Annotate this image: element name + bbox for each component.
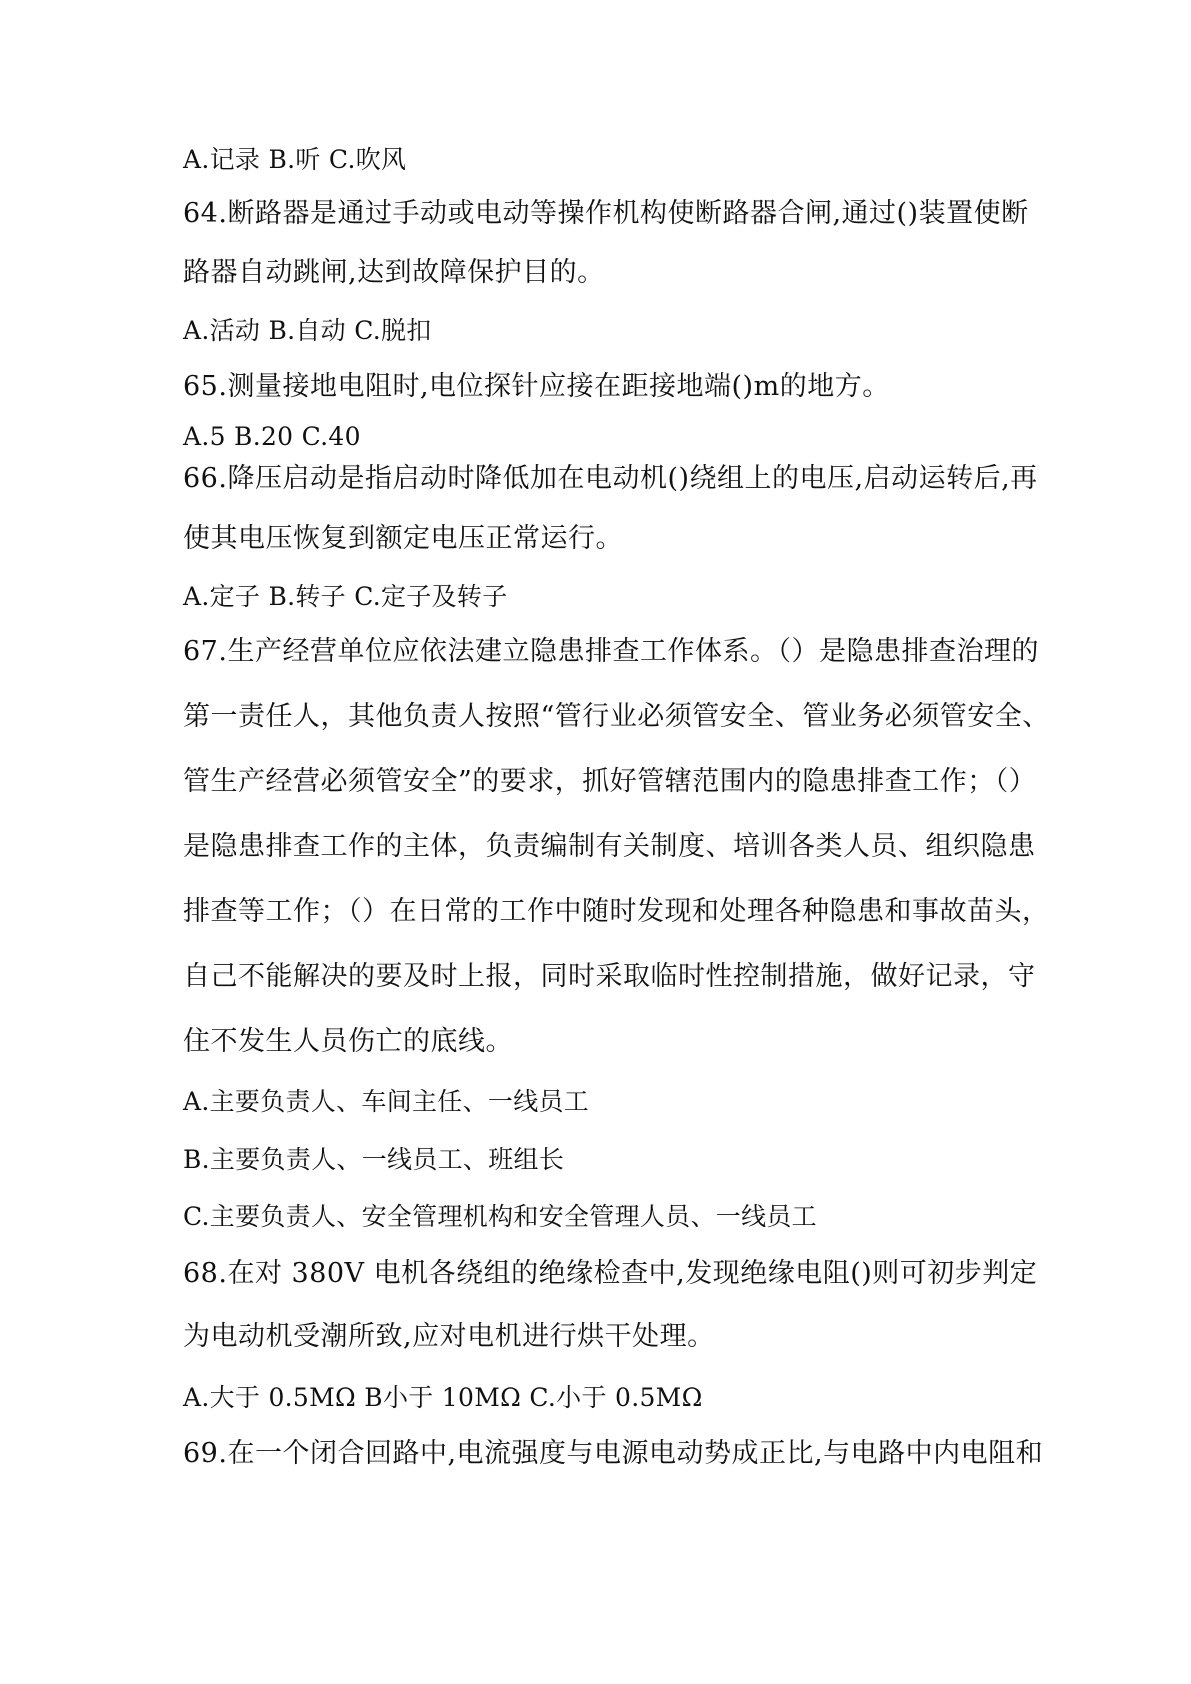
q67-option-a: A.主要负责人、车间主任、一线员工 — [183, 1087, 590, 1116]
q65-text: 65.测量接地电阻时,电位探针应接在距接地端()m的地方。 — [183, 371, 890, 402]
q67-text-line-5: 排查等工作；（）在日常的工作中随时发现和处理各种隐患和事故苗头， — [183, 896, 1050, 927]
q67-option-c: C.主要负责人、安全管理机构和安全管理人员、一线员工 — [183, 1202, 817, 1231]
q68-text-line-2: 为电动机受潮所致,应对电机进行烘干处理。 — [183, 1321, 715, 1352]
q66-text-line-2: 使其电压恢复到额定电压正常运行。 — [183, 523, 623, 554]
q64-text-line-2: 路器自动跳闸,达到故障保护目的。 — [183, 257, 605, 288]
q66-options: A.定子 B.转子 C.定子及转子 — [183, 582, 508, 611]
q68-text-line-1: 68.在对 380V 电机各绕组的绝缘检查中,发现绝缘电阻()则可初步判定 — [183, 1258, 1038, 1289]
q67-text-line-4: 是隐患排查工作的主体，负责编制有关制度、培训各类人员、组织隐患 — [183, 831, 1036, 862]
q68-options: A.大于 0.5MΩ B小于 10MΩ C.小于 0.5MΩ — [183, 1383, 703, 1412]
q66-text-line-1: 66.降压启动是指启动时降低加在电动机()绕组上的电压,启动运转后,再 — [183, 463, 1038, 494]
q64-options: A.活动 B.自动 C.脱扣 — [183, 316, 432, 345]
q67-text-line-6: 自己不能解决的要及时上报，同时采取临时性控制措施，做好记录，守 — [183, 961, 1036, 992]
q67-text-line-7: 住不发生人员伤亡的底线。 — [183, 1026, 513, 1057]
q63-options: A.记录 B.听 C.吹风 — [183, 145, 407, 174]
q67-text-line-1: 67.生产经营单位应依法建立隐患排查工作体系。（）是隐患排查治理的 — [183, 636, 1039, 667]
q67-text-line-2: 第一责任人，其他负责人按照“管行业必须管安全、管业务必须管安全、 — [183, 701, 1050, 732]
q65-options: A.5 B.20 C.40 — [183, 422, 361, 451]
q64-text-line-1: 64.断路器是通过手动或电动等操作机构使断路器合闸,通过()装置使断 — [183, 198, 1029, 229]
q67-option-b: B.主要负责人、一线员工、班组长 — [183, 1145, 565, 1174]
q67-text-line-3: 管生产经营必须管安全”的要求，抓好管辖范围内的隐患排查工作；（） — [183, 766, 1037, 797]
q69-text-line-1: 69.在一个闭合回路中,电流强度与电源电动势成正比,与电路中内电阻和 — [183, 1438, 1044, 1469]
